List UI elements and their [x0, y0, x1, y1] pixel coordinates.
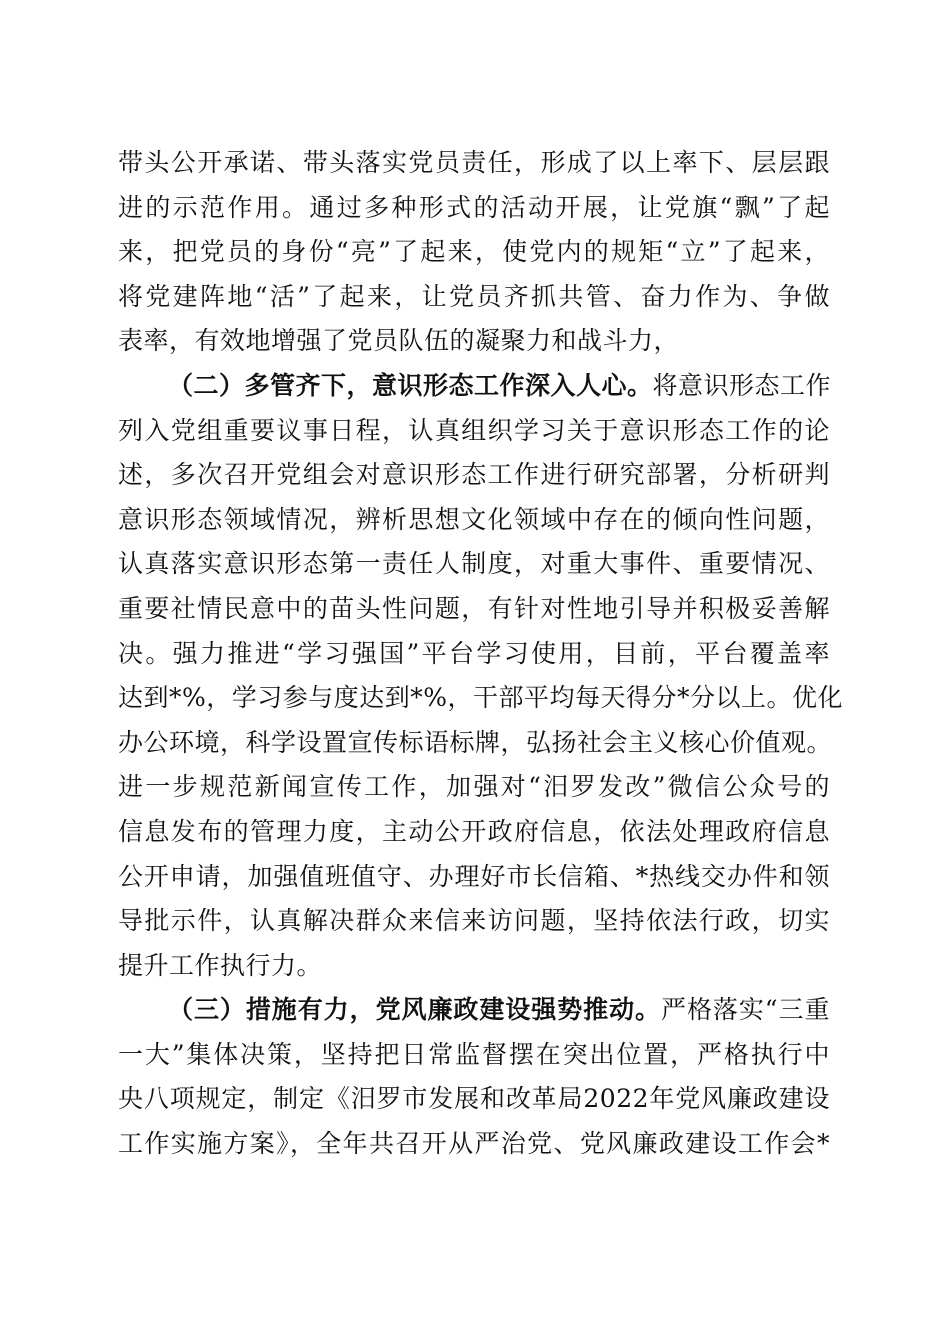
paragraph-2-line-9: 办公环境，科学设置宣传标语标牌，弘扬社会主义核心价值观。	[118, 727, 833, 757]
paragraph-1-line-3: 来，把党员的身份“亮”了起来，使党内的规矩“立”了起来，	[118, 237, 830, 267]
paragraph-2-line-12: 公开申请，加强值班值守、办理好市长信箱、*热线交办件和领	[118, 861, 830, 891]
paragraph-3-first-line-rest: 严格落实“三重	[661, 995, 830, 1025]
paragraph-1-line-5: 表率，有效地增强了党员队伍的凝聚力和战斗力，	[118, 326, 680, 356]
paragraph-2-first-line-rest: 将意识形态工作	[652, 370, 832, 400]
paragraph-1-line-2: 进的示范作用。通过多种形式的活动开展，让党旗“飘”了起	[118, 192, 830, 222]
paragraph-2-line-2: 列入党组重要议事日程，认真组织学习关于意识形态工作的论	[118, 415, 830, 445]
paragraph-2-line-3: 述，多次召开党组会对意识形态工作进行研究部署，分析研判	[118, 460, 830, 490]
paragraph-2-line-7: 决。强力推进“学习强国”平台学习使用，目前，平台覆盖率	[118, 638, 830, 668]
paragraph-1-line-4: 将党建阵地“活”了起来，让党员齐抓共管、奋力作为、争做	[118, 281, 830, 311]
paragraph-3-line-3: 央八项规定，制定《汨罗市发展和改革局2022年党风廉政建设	[118, 1084, 830, 1114]
paragraph-2-line-14: 提升工作执行力。	[118, 950, 323, 980]
paragraph-2-line-4: 意识形态领域情况，辨析思想文化领域中存在的倾向性问题，	[118, 504, 830, 534]
paragraph-3-line-2: 一大”集体决策，坚持把日常监督摆在突出位置，严格执行中	[118, 1039, 830, 1069]
paragraph-2-line-10: 进一步规范新闻宣传工作，加强对“汨罗发改”微信公众号的	[118, 772, 830, 802]
paragraph-2-first-line	[118, 364, 830, 409]
paragraph-1-line-1: 带头公开承诺、带头落实党员责任，形成了以上率下、层层跟	[118, 148, 830, 177]
document-body	[118, 141, 844, 1167]
section-3-heading: （三）措施有力，党风廉政建设强势推动。	[168, 995, 662, 1025]
paragraph-2-line-13: 导批示件，认真解决群众来信来访问题，坚持依法行政，切实	[118, 906, 830, 936]
paragraph-3-first-line	[118, 988, 830, 1033]
section-2-heading: （二）多管齐下，意识形态工作深入人心。	[168, 370, 653, 400]
paragraph-2-line-5: 认真落实意识形态第一责任人制度，对重大事件、重要情况、	[118, 549, 830, 579]
paragraph-2-line-6: 重要社情民意中的苗头性问题，有针对性地引导并积极妥善解	[118, 593, 830, 623]
paragraph-3-line-4: 工作实施方案》，全年共召开从严治党、党风廉政建设工作会*	[118, 1129, 830, 1159]
paragraph-2-line-8: 达到*%，学习参与度达到*%，干部平均每天得分*分以上。优化	[118, 683, 844, 713]
paragraph-2-line-11: 信息发布的管理力度，主动公开政府信息，依法处理政府信息	[118, 816, 830, 846]
